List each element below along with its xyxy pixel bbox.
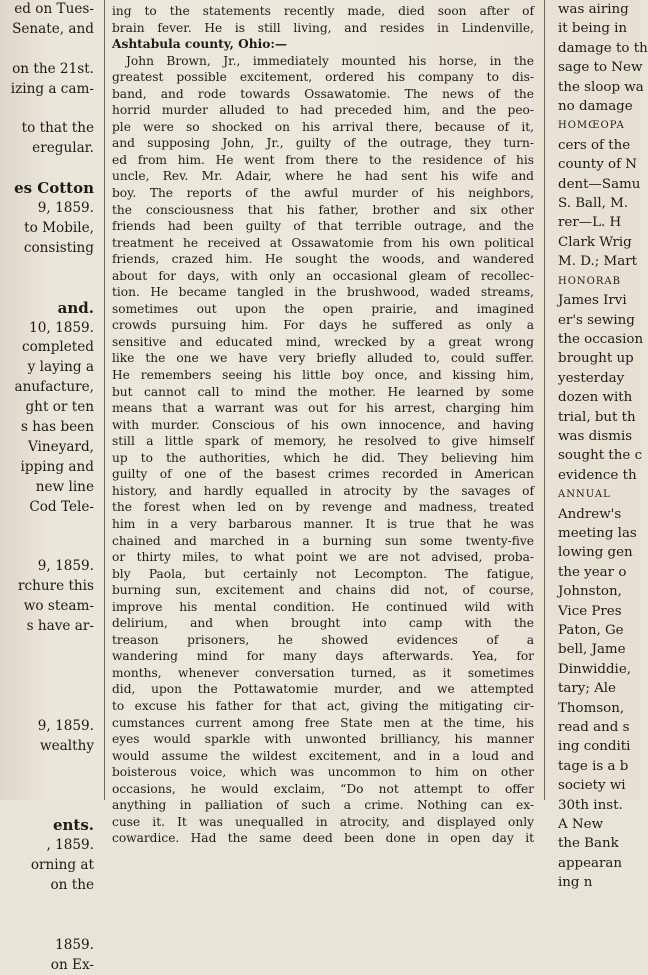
text-line: appearan [556, 854, 640, 873]
text-line: crowds pursuing him. For days he suffered as only a [112, 317, 534, 334]
text-line: was dismis [556, 427, 640, 446]
text-line: y laying a [0, 358, 100, 378]
text-line: eyes would sparkle with unwonted brilliancy, his manner [112, 731, 534, 748]
text-line: months, whenever conversation turned, as it sometimes [112, 665, 534, 682]
text-line: sensitive and educated mind, wrecked by a great wrong [112, 334, 534, 351]
text-line: 30th inst. [556, 796, 640, 815]
text-line: tary; Ale [556, 679, 640, 698]
text-line: boisterous voice, which was uncommon to him on other [112, 764, 534, 781]
text-line: greatest possible excitement, ordered his company to dis- [112, 69, 534, 86]
text-line: sought the c [556, 446, 640, 465]
text-line: ed on Tues- [0, 0, 100, 20]
text-line [0, 657, 100, 677]
text-line: 9, 1859. [0, 717, 100, 737]
text-line: or thirty miles, to what point we are not advised, proba- [112, 549, 534, 566]
text-line: to that the [0, 119, 100, 139]
text-line: trial, but th [556, 408, 640, 427]
right-column [556, 0, 640, 800]
text-line [0, 896, 100, 916]
text-line: boy. The reports of the awful murder of his neighbors, [112, 185, 534, 202]
text-line: 9, 1859. [0, 557, 100, 577]
text-line: S. Ball, M. [556, 194, 640, 213]
text-line: the sloop wa [556, 78, 640, 97]
text-line [0, 100, 100, 120]
text-line: uncle, Rev. Mr. Adair, where he had sent his wife and [112, 168, 534, 185]
text-line: the occasion [556, 330, 640, 349]
text-line: izing a cam- [0, 80, 100, 100]
text-line: tage is a b [556, 757, 640, 776]
text-line: bell, Jame [556, 640, 640, 659]
text-line: on the [0, 876, 100, 896]
text-line: Thomson, [556, 699, 640, 718]
text-line: society wi [556, 776, 640, 795]
text-line: dent—Samu [556, 175, 640, 194]
text-line: treason prisoners, he showed evidences of a [112, 632, 534, 649]
text-line [0, 916, 100, 936]
text-line: the Bank [556, 834, 640, 853]
text-line: Cod Tele- [0, 498, 100, 518]
section-heading: HOMŒOPA [556, 116, 640, 135]
text-line: He remembers seeing his little boy once, and kissing him, [112, 367, 534, 384]
column-rule-left [104, 0, 105, 800]
text-line: Ashtabula county, Ohio:— [112, 36, 534, 53]
text-line: Senate, and [0, 20, 100, 40]
text-line: him in a very barbarous manner. It is true that he was [112, 516, 534, 533]
text-line [0, 796, 100, 816]
text-line: John Brown, Jr., immediately mounted his horse, in the [112, 53, 534, 70]
text-line [0, 279, 100, 299]
text-line: was airing [556, 0, 640, 19]
text-line: anything in palliation of such a crime. Nothing can ex- [112, 797, 534, 814]
text-line: 9, 1859. [0, 199, 100, 219]
text-line: M. D.; Mart [556, 252, 640, 271]
text-line: tion. He became tangled in the brushwood, waded streams, [112, 284, 534, 301]
text-line: dozen with [556, 388, 640, 407]
text-line [0, 756, 100, 776]
section-heading: es Cotton [0, 179, 100, 199]
text-line: treatment he received at Ossawatomie from his own political [112, 235, 534, 252]
text-line: on the 21st. [0, 60, 100, 80]
text-line [0, 677, 100, 697]
text-line: friends had been guilty of that terrible outrage, and the [112, 218, 534, 235]
text-line [0, 159, 100, 179]
text-line: the forest when led on by revenge and madness, treated [112, 499, 534, 516]
text-line: wo steam- [0, 597, 100, 617]
text-line: to Mobile, [0, 219, 100, 239]
text-line: guilty of one of the basest crimes recorded in American [112, 466, 534, 483]
text-line: er's sewing [556, 311, 640, 330]
text-line: new line [0, 478, 100, 498]
text-line: evidence th [556, 466, 640, 485]
text-line: wealthy [0, 737, 100, 757]
text-line: , 1859. [0, 836, 100, 856]
text-line: lowing gen [556, 543, 640, 562]
text-line: on Ex- [0, 956, 100, 975]
text-line: improve his mental condition. He continued wild with [112, 599, 534, 616]
text-line: means that a warrant was out for his arrest, charging him [112, 400, 534, 417]
text-line [0, 518, 100, 538]
text-line: A New [556, 815, 640, 834]
text-line: ing to the statements recently made, died soon after of [112, 3, 534, 20]
text-line: 10, 1859. [0, 319, 100, 339]
text-line: friends, crazed him. He sought the woods, and wandered [112, 251, 534, 268]
section-heading: ANNUAL [556, 485, 640, 504]
text-line: sometimes out upon the open prairie, and imagined [112, 301, 534, 318]
text-line: ipping and [0, 458, 100, 478]
text-line [0, 537, 100, 557]
text-line: to excuse his father for that act, giving the mitigating cir- [112, 698, 534, 715]
text-line: ed from him. He went from there to the residence of his [112, 152, 534, 169]
text-line: still a little spark of memory, he resolved to give himself [112, 433, 534, 450]
text-line: with murder. Conscious of his own innocence, and having [112, 417, 534, 434]
text-line: ing conditi [556, 737, 640, 756]
text-line: ght or ten [0, 398, 100, 418]
text-line: no damage [556, 97, 640, 116]
text-line: anufacture, [0, 378, 100, 398]
text-line: ing n [556, 873, 640, 892]
text-line: Andrew's [556, 505, 640, 524]
text-line: brought up [556, 349, 640, 368]
text-line: chained and marched in a burning sun some twenty-five [112, 533, 534, 550]
text-line: did, upon the Pottawatomie murder, and we attempted [112, 681, 534, 698]
text-line: Vineyard, [0, 438, 100, 458]
text-line [0, 259, 100, 279]
text-line: meeting las [556, 524, 640, 543]
text-line: completed [0, 338, 100, 358]
text-line: history, and hardly equalled in atrocity by the savages of [112, 483, 534, 500]
text-line: 1859. [0, 936, 100, 956]
text-line: s have ar- [0, 617, 100, 637]
text-line [0, 776, 100, 796]
text-line: the year o [556, 563, 640, 582]
text-line: horrid murder alluded to had preceded him, and the peo- [112, 102, 534, 119]
text-line: Johnston, [556, 582, 640, 601]
text-line: orning at [0, 856, 100, 876]
text-line: cers of the [556, 136, 640, 155]
text-line: cowardice. Had the same deed been done in open day it [112, 830, 534, 847]
text-line: up to the authorities, which he did. They believing him [112, 450, 534, 467]
text-line [0, 637, 100, 657]
section-heading: ents. [0, 816, 100, 836]
text-line: ple were so shocked on his arrival there, because of it, [112, 119, 534, 136]
text-line: cuse it. It was unequalled in atrocity, and displayed only [112, 814, 534, 831]
text-line: consisting [0, 239, 100, 259]
text-line: eregular. [0, 139, 100, 159]
text-line: delirium, and when brought into camp with the [112, 615, 534, 632]
text-line: it being in [556, 19, 640, 38]
text-line: band, and rode towards Ossawatomie. The news of the [112, 86, 534, 103]
text-line: the consciousness that his father, brother and six other [112, 202, 534, 219]
text-line: bly Paola, but certainly not Lecompton. The fatigue, [112, 566, 534, 583]
text-line: occasions, he would exclaim, “Do not attempt to offer [112, 781, 534, 798]
text-line: cumstances current among free State men at the time, his [112, 715, 534, 732]
text-line: Vice Pres [556, 602, 640, 621]
text-line: about for days, with only an occasional gleam of recollec- [112, 268, 534, 285]
center-column-article [112, 0, 534, 800]
text-line: James Irvi [556, 291, 640, 310]
text-line: damage to th [556, 39, 640, 58]
section-heading: HONORAB [556, 272, 640, 291]
text-line: wandering mind for many days afterwards. Yea, for [112, 648, 534, 665]
text-line: sage to New [556, 58, 640, 77]
text-line: burning sun, excitement and chains did not, of course, [112, 582, 534, 599]
text-line: Clark Wrig [556, 233, 640, 252]
text-line: brain fever. He is still living, and resides in Lindenville, [112, 20, 534, 37]
text-line: rer—L. H [556, 213, 640, 232]
text-line: s has been [0, 418, 100, 438]
text-line: Paton, Ge [556, 621, 640, 640]
text-line: yesterday [556, 369, 640, 388]
text-line: but cannot call to mind the mother. He learned by some [112, 384, 534, 401]
text-line: would assume the wildest excitement, and in a loud and [112, 748, 534, 765]
left-column [0, 0, 100, 800]
text-line: county of N [556, 155, 640, 174]
text-line [0, 40, 100, 60]
text-line: and supposing John, Jr., guilty of the outrage, they turn- [112, 135, 534, 152]
text-line: rchure this [0, 577, 100, 597]
text-line [0, 697, 100, 717]
section-heading: and. [0, 299, 100, 319]
text-line: Dinwiddie, [556, 660, 640, 679]
text-line: read and s [556, 718, 640, 737]
text-line: like the one we have very briefly alluded to, could suffer. [112, 350, 534, 367]
column-rule-right [544, 0, 545, 800]
